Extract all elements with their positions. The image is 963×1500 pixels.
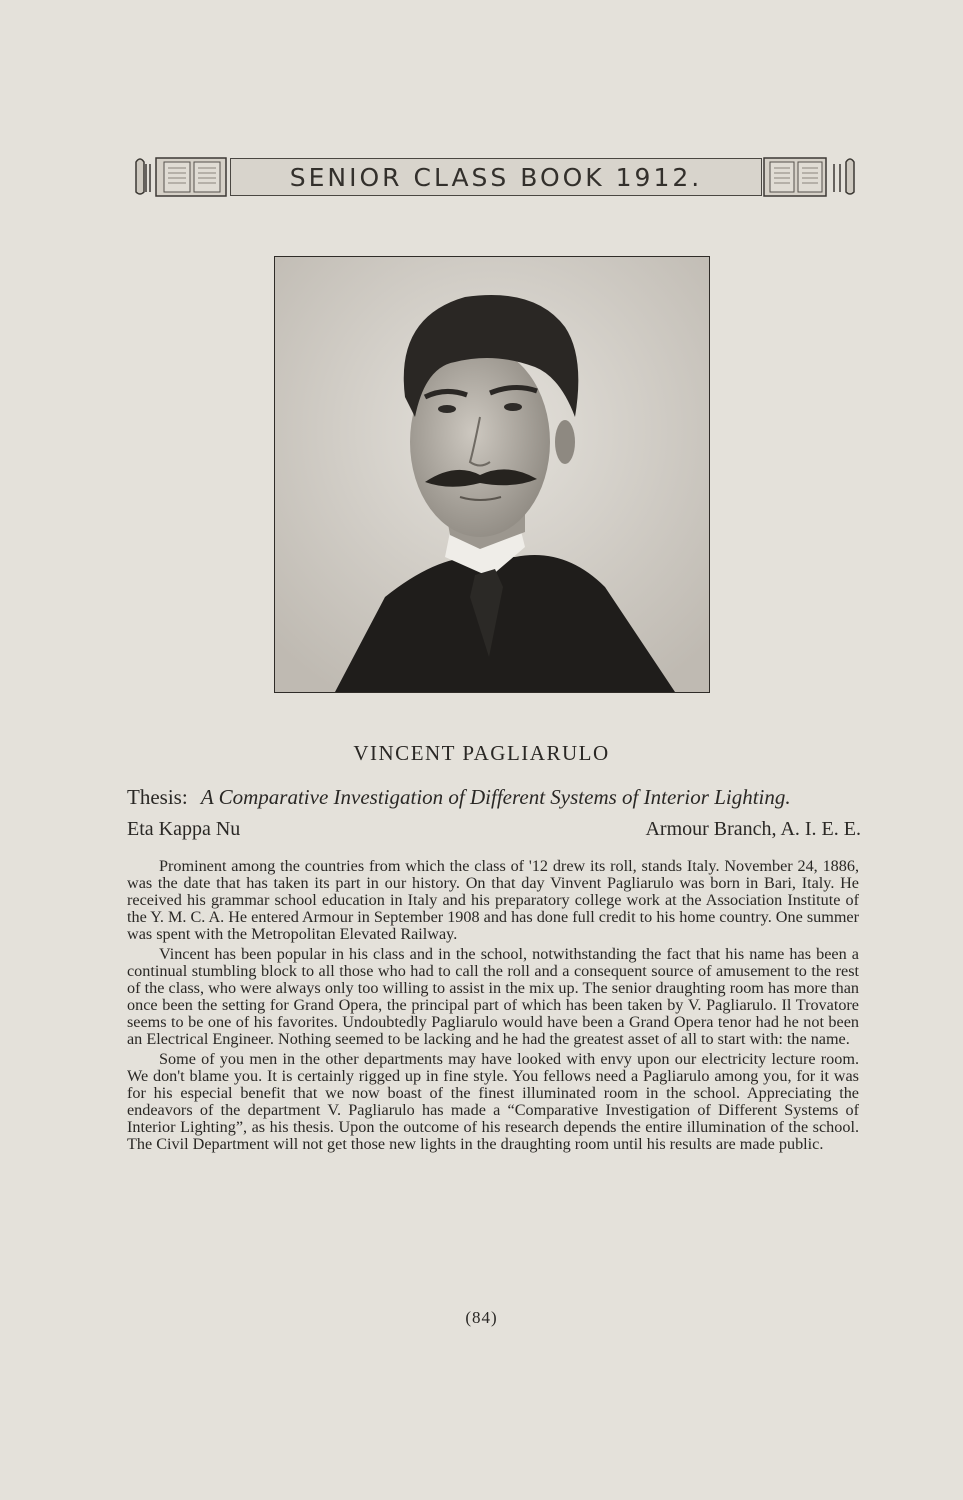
portrait-photo	[274, 256, 710, 693]
biography	[127, 858, 859, 1156]
thesis-line	[127, 785, 847, 810]
student-name: VINCENT PAGLIARULO	[353, 741, 610, 765]
portrait-illustration	[275, 257, 709, 692]
fraternity-label: Eta Kappa Nu	[127, 818, 241, 840]
header-title: SENIOR CLASS BOOK 1912.	[289, 162, 703, 192]
header-title-box	[230, 158, 762, 196]
branch-label: Armour Branch, A. I. E. E.	[645, 818, 861, 840]
header-banner	[130, 150, 860, 202]
thesis-title: A Comparative Investigation of Different Systems of Interior Lighting.	[200, 785, 791, 809]
open-book-icon	[760, 150, 860, 202]
page-number: (84)	[465, 1308, 498, 1327]
bio-paragraph: Some of you men in the other departments may have looked with envy upon our electricity lecture room. We don't blame you. It is certainly rigged up in fine style. You fellows need a Pagliarulo among you, for it was for his especial benefit that we now boast of the finest illuminated room in the school. Appreciating the endeavors of the department V. Pagliarulo has made a “Comparative Investigation of Different Systems of Interior Lighting”, as his thesis. Upon the outcome of his research depends the entire illumination of the school. The Civil Department will not get those new lights in the draughting room until his results are made public.	[127, 1050, 859, 1153]
bio-paragraph: Prominent among the countries from which the class of '12 drew its roll, stands Italy. November 24, 1886, was the date that has taken its part in our history. On that day Vinvent Pagliarulo was born in Bari, Italy. He received his grammar school education in Italy and his preparatory college work at the Association Institute of the Y. M. C. A. He entered Armour in September 1908 and has done full credit to his home country. One summer was spent with the Metropolitan Elevated Railway.	[127, 857, 859, 943]
open-book-icon	[130, 150, 230, 202]
bio-paragraph: Vincent has been popular in his class and in the school, notwithstanding the fact that his name has been a continual stumbling block to all those who had to call the roll and a consequent source of amusement to the rest of the class, who were always only too willing to assist in the mix up. The senior draughting room has more than once been the setting for Grand Opera, the principal part of which has been taken by V. Pagliarulo. Il Trovatore seems to be one of his favorites. Undoubtedly Pagliarulo would have been a Grand Opera tenor had he not been an Electrical Engineer. Nothing seemed to be lacking and he had the greatest asset of all to start with: the name.	[127, 945, 859, 1048]
thesis-label: Thesis:	[127, 785, 188, 809]
